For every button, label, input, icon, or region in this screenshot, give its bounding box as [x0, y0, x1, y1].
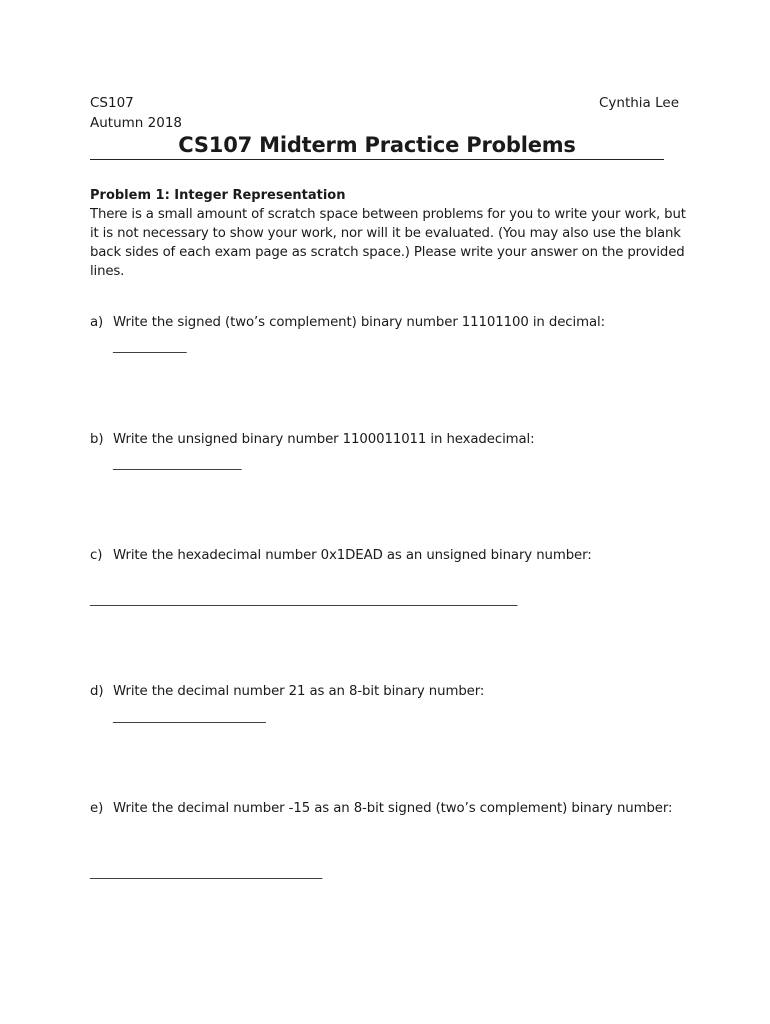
author-name: Cynthia Lee — [598, 95, 679, 111]
problem-heading: Problem 1: Integer Representation — [90, 188, 346, 203]
page-title: CS107 Midterm Practice Problems — [178, 133, 576, 157]
intro-line: it is not necessary to show your work, nor will it be evaluated. (You may also use the blank — [90, 226, 681, 241]
question-c-label: c) — [90, 548, 103, 563]
intro-line: lines. — [90, 264, 125, 279]
question-b-label: b) — [90, 432, 104, 447]
question-e-label: e) — [90, 801, 104, 816]
question-b-text: Write the unsigned binary number 1100011011 in hexadecimal: — [113, 432, 535, 447]
intro-line: back sides of each exam page as scratch space.) Please write your answer on the provided — [90, 245, 685, 260]
question-a-text: Write the signed (two’s complement) binary number 11101100 in decimal: — [113, 315, 605, 330]
course-name: CS107 — [90, 95, 134, 111]
question-b-answer-line[interactable]: _____________________ — [113, 456, 242, 471]
question-d-text: Write the decimal number 21 as an 8-bit binary number: — [113, 684, 485, 699]
question-a-label: a) — [90, 315, 104, 330]
question-c-answer-line[interactable]: ______________________________________________________________________ — [90, 592, 518, 607]
question-c-text: Write the hexadecimal number 0x1DEAD as an unsigned binary number: — [113, 548, 592, 563]
question-e-answer-line[interactable]: ______________________________________ — [90, 865, 322, 880]
term-label: Autumn 2018 — [90, 115, 182, 131]
question-e-text: Write the decimal number -15 as an 8-bit signed (two’s complement) binary number: — [113, 801, 673, 816]
title-underline — [90, 159, 664, 160]
intro-line: There is a small amount of scratch space between problems for you to write your work, but — [90, 207, 686, 222]
question-a-answer-line[interactable]: ____________ — [113, 339, 187, 354]
question-d-label: d) — [90, 684, 104, 699]
question-d-answer-line[interactable]: _________________________ — [113, 709, 266, 724]
